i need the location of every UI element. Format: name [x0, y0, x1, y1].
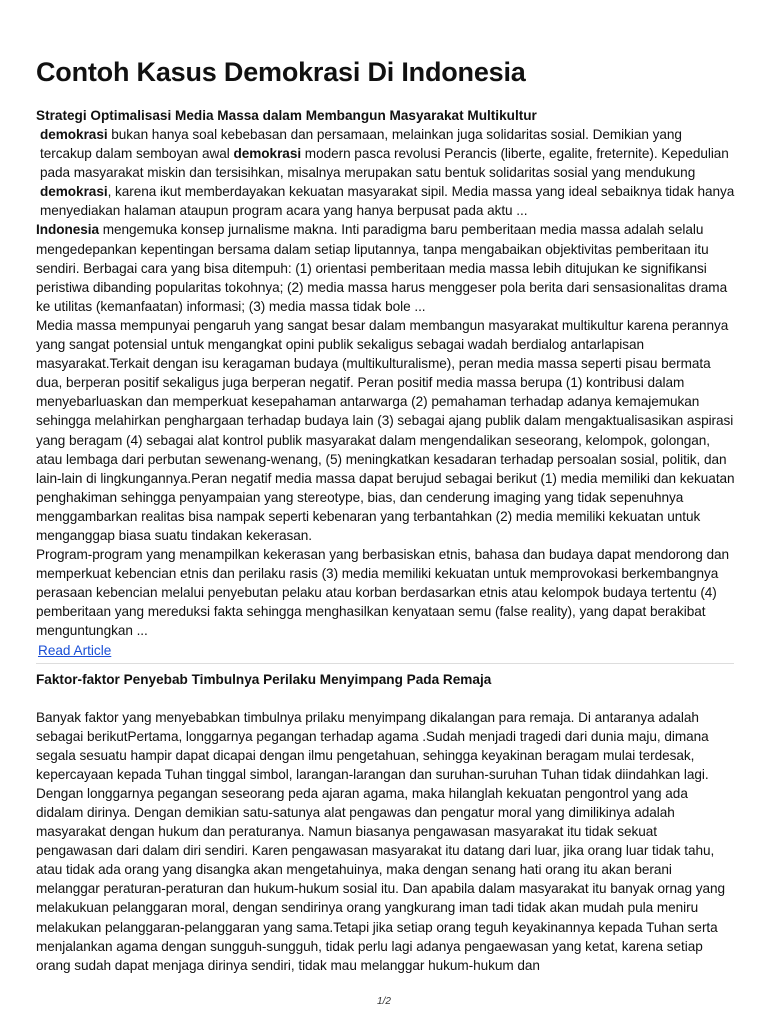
article-1-body — [36, 125, 736, 641]
article-2-body — [36, 708, 736, 975]
document-page — [36, 52, 736, 975]
text-run: mengemuka konsep jurnalisme makna. Inti paradigma baru pemberitaan media massa adalah selalu mengedepankan kepentingan bersama dalam setiap liputannya, tanpa mengabaikan objektivitas pemberitaan itu sendiri. Berbagai cara yang bisa ditempuh: (1) orientasi pemberitaan media massa lebih ditujukan ke signifikansi peristiwa dibanding popularitas tokohnya; (2) media massa harus menggeser pola berita dari sensasionalitas drama ke utilitas (kemanfaatan) informasi; (3) media massa tidak bole ... — [36, 222, 728, 314]
page-title: Contoh Kasus Demokrasi Di Indonesia — [36, 57, 526, 87]
text-run: bukan hanya soal kebebasan dan persamaan, melainkan juga solidaritas sosial. Demikian yang tercakup dalam semboyan awal — [40, 127, 682, 162]
keyword-demokrasi: demokrasi — [233, 146, 302, 162]
keyword-indonesia: Indonesia — [36, 222, 99, 238]
page-number: 1/2 — [377, 996, 391, 1007]
article-1-paragraph-3: Media massa mempunyai pengaruh yang sangat besar dalam membangun masyarakat multikultur karena perannya yang sangat potensial untuk mengangkat opini publik sekaligus sebagai wadah berdialog antarlapisan masyarakat.Terkait dengan isu keragaman budaya (multikulturalisme), peran media massa seperti pisau bermata dua, berperan positif sekaligus juga berperan negatif. Peran positif media massa berupa (1) kontribusi dalam menyebarluaskan dan memperkuat kesepahaman antarwarga (2) pemahaman terhadap adanya kemajemukan sehingga melahirkan penghargaan terhadap budaya lain (3) sebagai ajang publik dalam mengaktualisasikan aspirasi yang beragam (4) sebagai alat kontrol publik masyarakat dalam mengendalikan seseorang, kelompok, golongan, atau lembaga dari perbutan sewenang-wenang, (5) meningkatkan kesadaran terhadap persoalan sosial, politik, dan lain-lain di lingkungannya.Peran negatif media massa dapat berujud sebagai berikut (1) media memiliki dan kekuatan penghakiman sehingga penyampaian yang stereotype, bias, dan cenderung imaging yang tidak sepenuhnya menggambarkan realitas bisa nampak seperti kebenaran yang terbantahkan (2) media memiliki kekuatan untuk menganggap biasa suatu tindakan kekerasan. — [36, 317, 735, 543]
keyword-demokrasi: demokrasi — [40, 184, 108, 200]
article-1-title: Strategi Optimalisasi Media Massa dalam Membangun Masyarakat Multikultur — [36, 108, 537, 123]
text-run: , karena ikut memberdayakan kekuatan masyarakat sipil. Media massa yang ideal sebaiknya tidak hanya menyediakan halaman ataupun program acara yang hanya berpusat pada aktu ... — [40, 184, 735, 219]
read-article-link[interactable]: Read Article — [38, 642, 112, 658]
keyword-demokrasi: demokrasi — [40, 127, 108, 142]
article-2-paragraph-1: Banyak faktor yang menyebabkan timbulnya prilaku menyimpang dikalangan para remaja. Di antaranya adalah sebagai berikutPertama, longgarnya pegangan terhadap agama .Sudah menjadi tragedi dari dunia maju, dimana segala sesuatu hampir dapat dicapai dengan ilmu pengetahuan, sehingga keyakinan beragam mulai terdesak, kepercayaan kepada Tuhan tinggal simbol, larangan-larangan dan suruhan-suruhan Tuhan tidak diindahkan lagi. Dengan longgarnya pegangan seseorang peda ajaran agama, maka hilanglah kekuatan pengontrol yang ada didalam dirinya. Dengan demikian satu-satunya alat pengawas dan pengatur moral yang dimilikinya adalah masyarakat dengan hukum dan peraturanya. Namun biasanya pengawasan masyarakat itu tidak sekuat pengawasan dari dalam diri sendiri. Karen pengawasan masyarakat itu datang dari luar, jika orang luar tidak tahu, atau tidak ada orang yang disangka akan mengetahuinya, maka dengan senang hati orang itu akan berani melanggar peraturan-peraturan dan hukum-hukum sosial itu. Dan apabila dalam masyarakat itu banyak ornag yang melakukuan pelanggaran moral, dengan sendirinya orang yangkurang iman tadi tidak akan mudah pula meniru melakukan pelanggaran-pelanggaran yang sama.Tetapi jika setiap orang teguh keyakinannya kepada Tuhan serta menjalankan agama dengan sungguh-sungguh, tidak perlu lagi adanya pengaewasan yang ketat, karena setiap orang sudah dapat menjaga dirinya sendiri, tidak mau melanggar hukum-hukum dan — [36, 709, 726, 973]
article-1-paragraph-4: Program-program yang menampilkan kekerasan yang berbasiskan etnis, bahasa dan budaya dapat mendorong dan memperkuat kebencian etnis dan perilaku rasis (3) media memiliki kekuatan untuk memprovokasi berkembangnya perasaan kebencian melalui penyebutan pelaku atau korban berdasarkan etnis atau kelompok budaya tertentu (4) pemberitaan yang mereduksi fakta sehingga menghasilkan kenyataan semu (false reality), yang dapat berakibat menguntungkan ... — [36, 547, 730, 639]
text-run: modern pasca revolusi Perancis (liberte, egalite, freternite). Kepedulian pada masyarakat miskin dan tersisihkan, misalnya merupakan satu bentuk solidaritas sosial yang mendukung — [40, 146, 729, 181]
article-1-paragraph-1 — [36, 125, 736, 220]
section-divider — [36, 663, 734, 664]
article-2-title: Faktor-faktor Penyebab Timbulnya Perilaku Menyimpang Pada Remaja — [36, 671, 492, 687]
article-1-paragraph-2 — [36, 220, 736, 315]
